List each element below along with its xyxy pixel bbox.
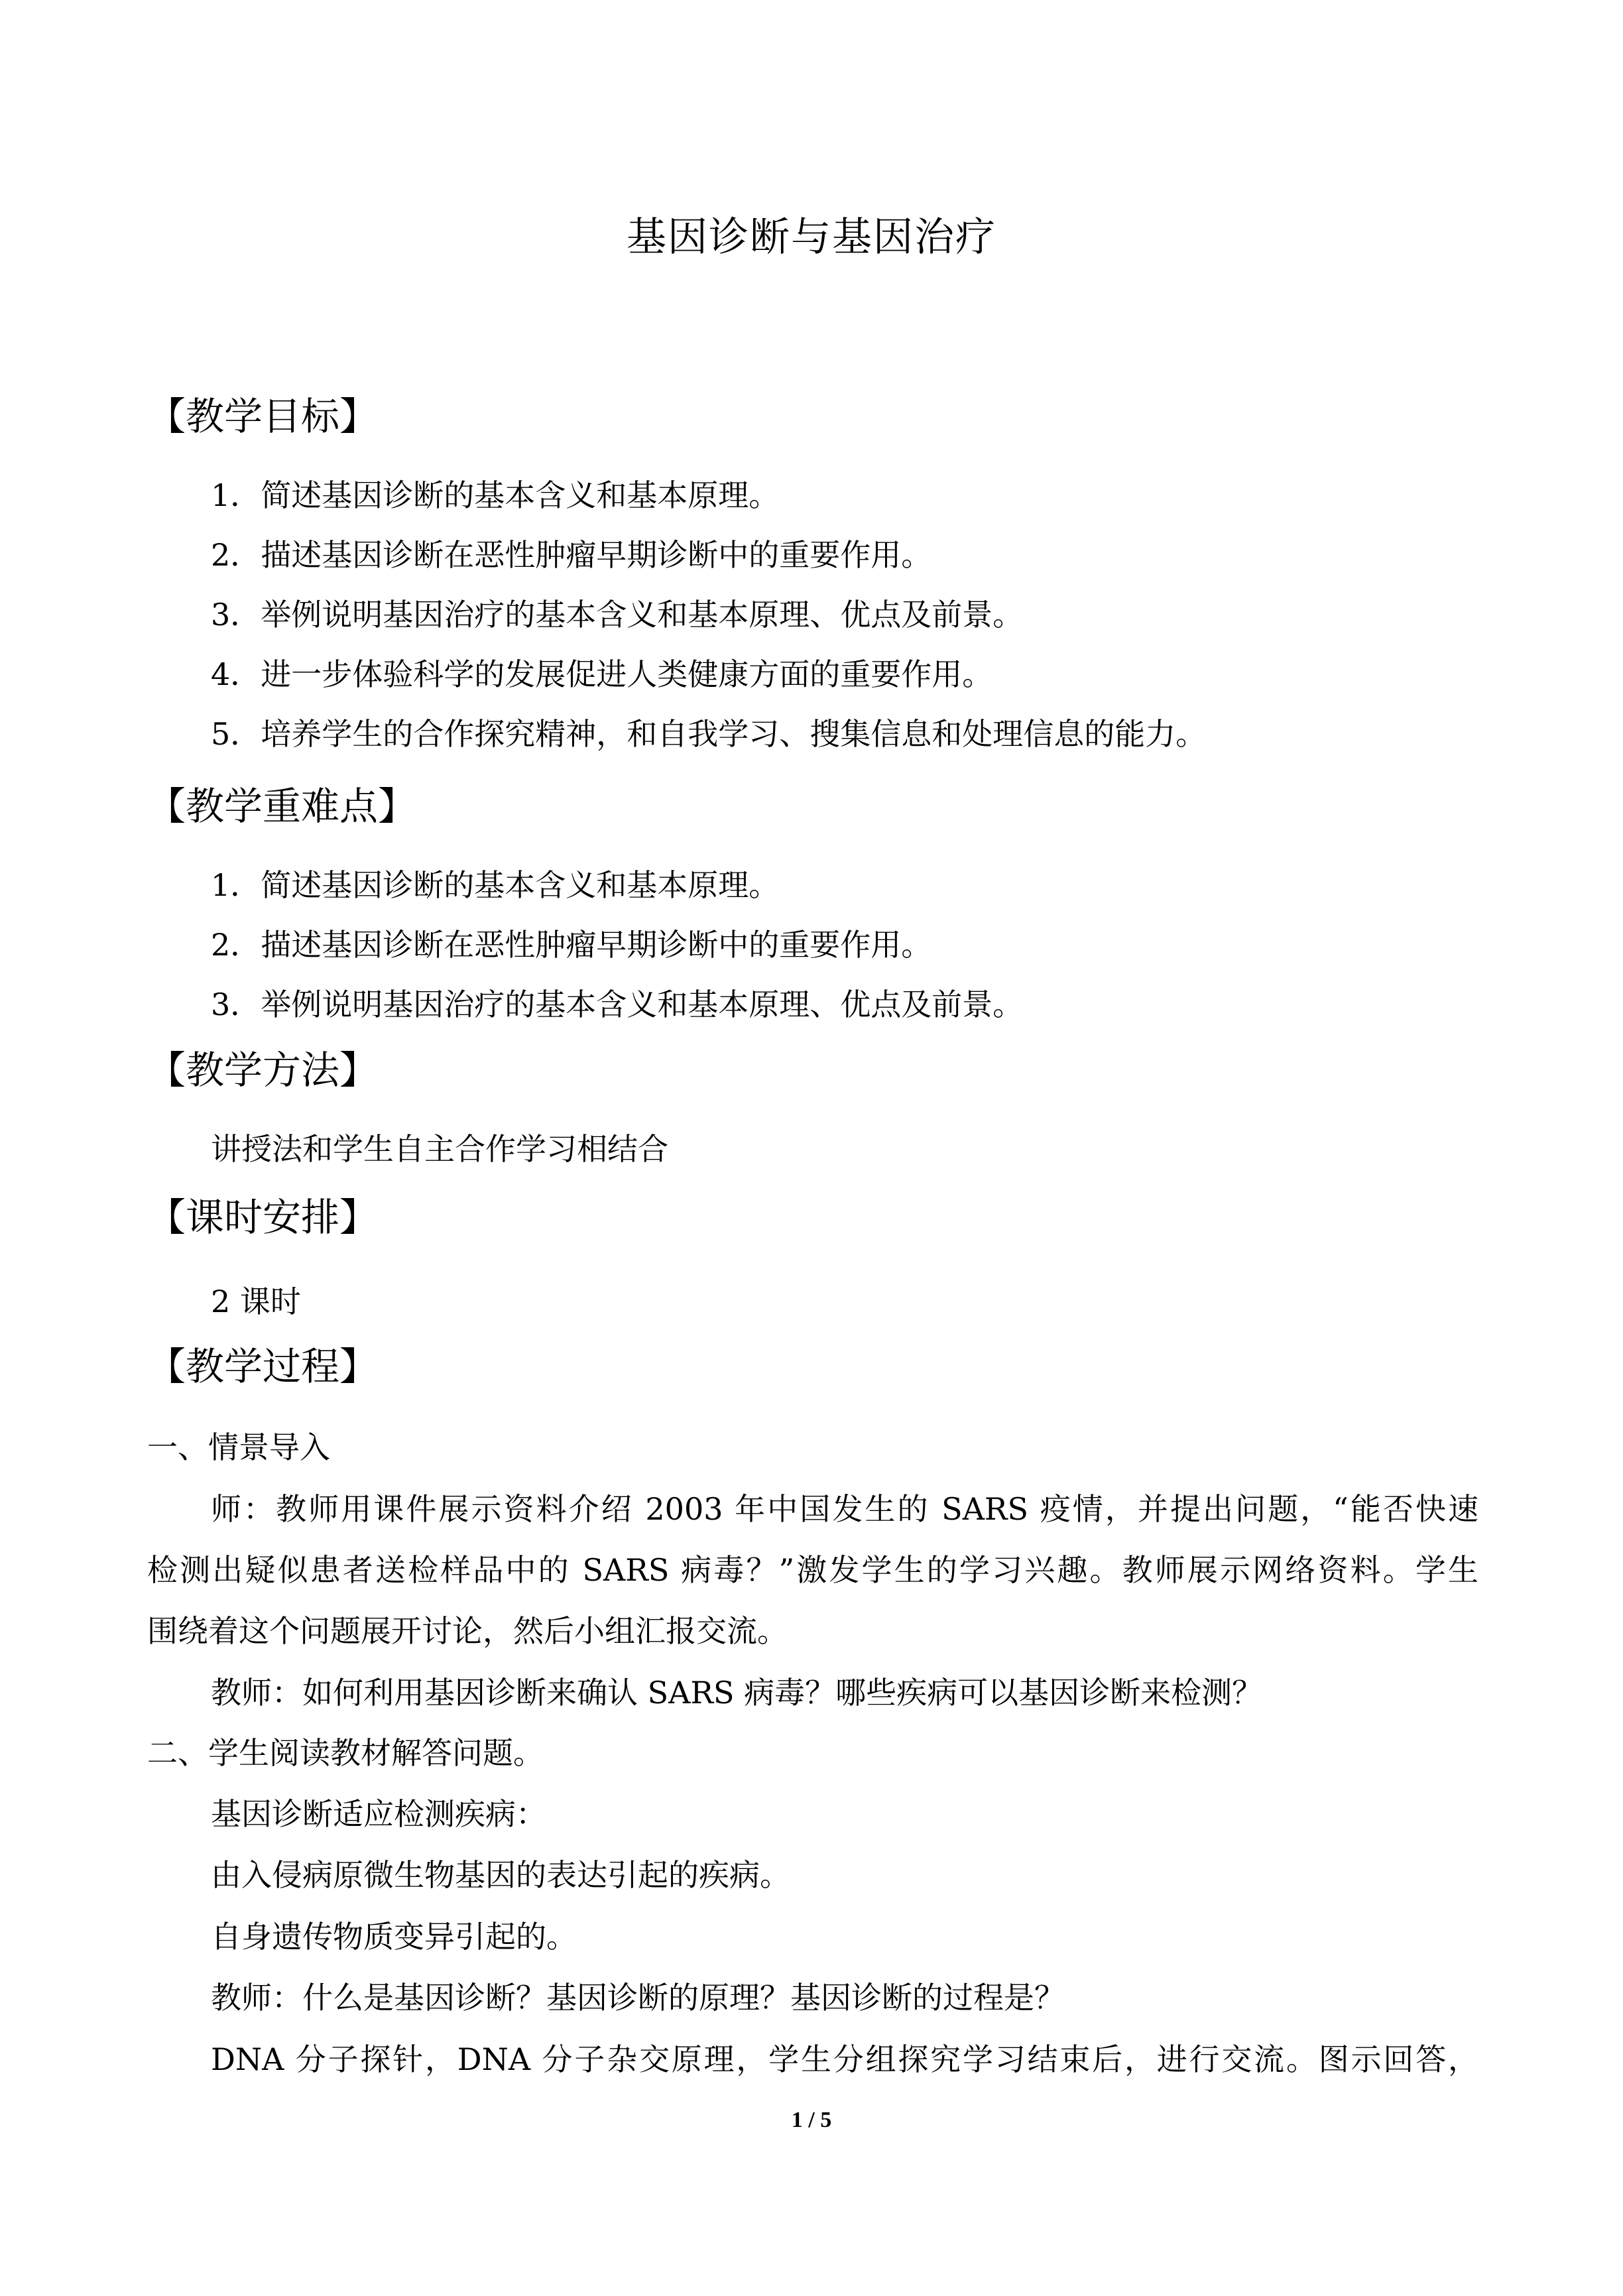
page-indicator: 1 / 5 [791, 2108, 832, 2132]
process-line: 二、学生阅读教材解答问题。 [147, 1735, 544, 1771]
key-point-item: 3．举例说明基因治疗的基本含义和基本原理、优点及前景。 [211, 987, 1024, 1022]
objective-item: 1．简述基因诊断的基本含义和基本原理。 [211, 477, 780, 513]
key-point-item: 2．描述基因诊断在恶性肿瘤早期诊断中的重要作用。 [211, 927, 932, 963]
section-heading-key-points: 【教学重难点】 [147, 784, 417, 829]
process-line: 一、情景导入 [147, 1429, 330, 1465]
page-title: 基因诊断与基因治疗 [627, 214, 996, 261]
process-line: 基因诊断适应检测疾病： [211, 1796, 546, 1832]
process-line: 师：教师用课件展示资料介绍 2003 年中国发生的 SARS 疫情，并提出问题，“能否快速 [211, 1491, 1478, 1527]
objective-item: 3．举例说明基因治疗的基本含义和基本原理、优点及前景。 [211, 597, 1024, 633]
section-heading-objectives: 【教学目标】 [147, 394, 379, 439]
process-line: 教师：如何利用基因诊断来确认 SARS 病毒？哪些疾病可以基因诊断来检测？ [211, 1675, 1263, 1711]
process-line: 围绕着这个问题展开讨论，然后小组汇报交流。 [147, 1613, 788, 1649]
objective-item: 4．进一步体验科学的发展促进人类健康方面的重要作用。 [211, 656, 993, 692]
process-line: 教师：什么是基因诊断？基因诊断的原理？基因诊断的过程是？ [211, 1980, 1065, 2016]
schedule-text: 2 课时 [211, 1284, 301, 1319]
section-heading-process: 【教学过程】 [147, 1344, 379, 1389]
methods-text: 讲授法和学生自主合作学习相结合 [211, 1131, 668, 1167]
process-line: 检测出疑似患者送检样品中的 SARS 病毒？”激发学生的学习兴趣。教师展示网络资料。学生 [147, 1552, 1478, 1588]
key-point-item: 1．简述基因诊断的基本含义和基本原理。 [211, 867, 780, 903]
section-heading-schedule: 【课时安排】 [147, 1195, 379, 1240]
process-line: 自身遗传物质变异引起的。 [211, 1919, 577, 1955]
objective-item: 2．描述基因诊断在恶性肿瘤早期诊断中的重要作用。 [211, 537, 932, 573]
process-line: DNA 分子探针，DNA 分子杂交原理，学生分组探究学习结束后，进行交流。图示回答， [211, 2041, 1478, 2077]
process-line: 由入侵病原微生物基因的表达引起的疾病。 [211, 1857, 790, 1893]
objective-item: 5．培养学生的合作探究精神，和自我学习、搜集信息和处理信息的能力。 [211, 716, 1207, 752]
section-heading-methods: 【教学方法】 [147, 1048, 379, 1093]
